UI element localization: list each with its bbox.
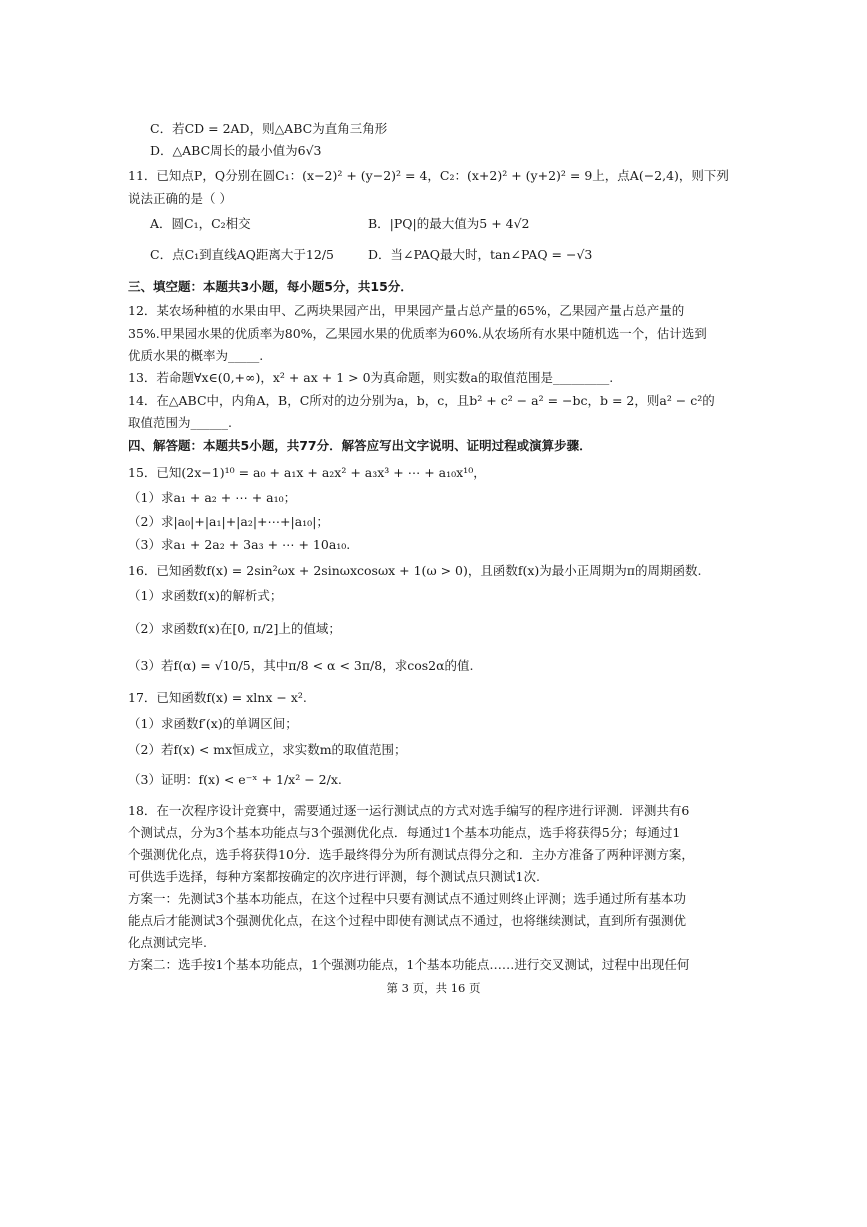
option-c-11: C．点C₁到直线AQ距离大于12/5: [150, 247, 334, 262]
question-16-part2: （2）求函数f(x)在[0, π/2]上的值域；: [128, 621, 341, 636]
question-18-line7: 化点测试完毕.: [128, 935, 207, 950]
question-16: 16．已知函数f(x) = 2sin²ωx + 2sinωxcosωx + 1(ω > 0)，且函数f(x)为最小正周期为π的周期函数.: [128, 563, 702, 578]
page-footer: 第 3 页，共 16 页: [386, 981, 481, 995]
question-12-line2: 35%.甲果园水果的优质率为80%，乙果园水果的优质率为60%.从农场所有水果中随机选一个，估计选到: [128, 326, 707, 341]
question-16-part1: （1）求函数f(x)的解析式；: [128, 588, 283, 603]
question-17-part2: （2）若f(x) < mx恒成立，求实数m的取值范围；: [128, 742, 407, 757]
section-4-heading: 四、解答题：本题共5小题，共77分．解答应写出文字说明、证明过程或演算步骤．: [128, 438, 592, 453]
question-15-part3: （3）求a₁ + 2a₂ + 3a₃ + ⋯ + 10a₁₀.: [128, 537, 351, 552]
question-18-line1: 18．在一次程序设计竞赛中，需要通过逐一运行测试点的方式对选手编写的程序进行评测．评测共有6: [128, 803, 690, 818]
option-b-11: B．|PQ|的最大值为5 + 4√2: [368, 216, 530, 231]
option-c-10: C．若CD = 2AD，则△ABC为直角三角形: [150, 121, 388, 136]
question-18-line2: 个测试点，分为3个基本功能点与3个强测优化点．每通过1个基本功能点，选手将获得5分；每通过1: [128, 825, 681, 840]
question-18-line8: 方案二：选手按1个基本功能点，1个强测功能点，1个基本功能点……进行交叉测试，过程中出现任何: [128, 957, 690, 972]
option-d-11: D．当∠PAQ最大时，tan∠PAQ = −√3: [368, 247, 593, 262]
question-15-part1: （1）求a₁ + a₂ + ⋯ + a₁₀；: [128, 490, 297, 505]
question-15: 15．已知(2x−1)¹⁰ = a₀ + a₁x + a₂x² + a₃x³ + ⋯ + a₁₀x¹⁰，: [128, 465, 486, 480]
question-17-part3: （3）证明：f(x) < e⁻ˣ + 1/x² − 2/x.: [128, 772, 342, 787]
question-18-line3: 个强测优化点，选手将获得10分．选手最终得分为所有测试点得分之和．主办方准备了两种评测方案，: [128, 847, 694, 862]
question-14-line2: 取值范围为______.: [128, 415, 232, 430]
question-12-line3: 优质水果的概率为_____.: [128, 348, 264, 363]
question-17: 17．已知函数f(x) = xlnx − x².: [128, 690, 307, 705]
option-d-10: D．△ABC周长的最小值为6√3: [150, 143, 322, 158]
question-18-line4: 可供选手选择，每种方案都按确定的次序进行评测，每个测试点只测试1次.: [128, 869, 540, 884]
question-11-line2: 说法正确的是（ ）: [128, 191, 232, 206]
question-14-line1: 14．在△ABC中，内角A，B，C所对的边分别为a，b，c，且b² + c² − a² = −bc，b = 2，则a² − c²的: [128, 393, 715, 408]
section-3-heading: 三、填空题：本题共3小题，每小题5分，共15分．: [128, 279, 413, 294]
question-17-part1: （1）求函数f′(x)的单调区间；: [128, 716, 298, 731]
option-a-11: A．圆C₁，C₂相交: [150, 216, 251, 231]
question-13: 13．若命题∀x∈(0,+∞)，x² + ax + 1 > 0为真命题，则实数a的取值范围是_________.: [128, 370, 614, 385]
question-18-line6: 能点后才能测试3个强测优化点，在这个过程中即使有测试点不通过，也将继续测试，直到所有强测优: [128, 913, 686, 928]
question-12-line1: 12．某农场种植的水果由甲、乙两块果园产出，甲果园产量占总产量的65%，乙果园产量占总产量的: [128, 303, 685, 318]
question-15-part2: （2）求|a₀|+|a₁|+|a₂|+⋯+|a₁₀|；: [128, 514, 329, 529]
question-18-line5: 方案一：先测试3个基本功能点，在这个过程中只要有测试点不通过则终止评测；选手通过所有基本功: [128, 891, 686, 906]
question-16-part3: （3）若f(α) = √10/5，其中π/8 < α < 3π/8，求cos2α的值.: [128, 658, 474, 673]
question-11-line1: 11．已知点P，Q分别在圆C₁：(x−2)² + (y−2)² = 4，C₂：(x+2)² + (y+2)² = 9上，点A(−2,4)，则下列: [128, 168, 729, 183]
